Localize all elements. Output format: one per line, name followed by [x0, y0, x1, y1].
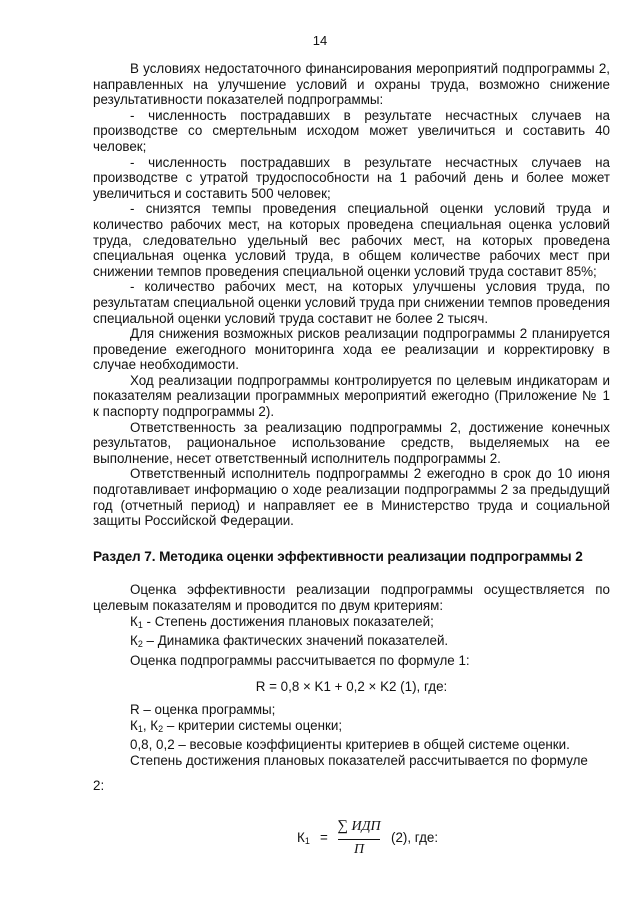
k-def-part-a: К: [130, 717, 138, 733]
k-def-sub2: 2: [158, 723, 164, 734]
formula2-lhs-subscript: 1: [304, 836, 310, 846]
formula2-tail: (2), где:: [391, 830, 439, 845]
k-def-sub1: 1: [137, 723, 143, 734]
paragraph: - количество рабочих мест, на которых улучшены условия труда, по результатам специальной оценки условий труда при снижении темпов проведения специальной оценки условий труда составит не более 2 тысяч.: [93, 279, 610, 326]
formula2-numerator-wrap: [334, 818, 384, 837]
document-body: [93, 61, 610, 794]
k-def-part-b: , К: [142, 717, 159, 733]
formula2-fraction: [334, 818, 384, 858]
paragraph: - численность пострадавших в результате несчастных случаев на производстве со смертельным исходом может увеличиться и составить 40 человек;: [93, 107, 610, 154]
criterion-k2: [93, 633, 610, 653]
fraction-bar: [338, 839, 380, 840]
paragraph: В условиях недостаточного финансирования мероприятий подпрограммы 2, направленных на улучшение условий и охраны труда, возможно снижение результативности показателей подпрограммы:: [93, 61, 610, 108]
formula-intro: Оценка подпрограммы рассчитывается по формуле 1:: [130, 652, 470, 668]
paragraph: Для снижения возможных рисков реализации подпрограммы 2 планируется проведение ежегодного мониторинга хода ее реализации и корректировку в случае необходимости.: [93, 326, 610, 373]
formula2-lhs-symbol: К: [297, 830, 305, 845]
degree-intro: Степень достижения плановых показателей рассчитывается по формуле: [130, 752, 588, 768]
k2-subscript: 2: [137, 639, 143, 650]
formula-1: R = 0,8 × K1 + 0,2 × K2 (1), где:: [255, 679, 448, 695]
paragraph: - численность пострадавших в результате несчастных случаев на производстве с утратой трудоспособности на 1 рабочий день и более может увеличиться и составить 500 человек;: [93, 154, 610, 201]
formula2-equals: =: [320, 830, 328, 845]
degree-formula-number: 2:: [93, 778, 105, 794]
k2-text: – Динамика фактических значений показателей.: [142, 633, 449, 649]
sum-sign: ∑: [337, 818, 349, 834]
method-intro: Оценка эффективности реализации подпрограммы осуществляется по целевым показателям и проводится по двум критериям:: [93, 582, 610, 613]
weights-definition: 0,8, 0,2 – весовые коэффициенты критериев в общей системе оценки.: [130, 737, 570, 753]
page-number: 14: [312, 33, 328, 48]
r-definition: R – оценка программы;: [130, 701, 276, 717]
paragraph: Ход реализации подпрограммы контролируется по целевым индикаторам и показателям реализации программных мероприятий ежегодно (Приложение № 1 к паспорту подпрограммы 2).: [93, 372, 610, 420]
k1-text: - Степень достижения плановых показателей;: [142, 613, 434, 629]
k-definition: [93, 718, 610, 738]
k1-subscript: 1: [137, 619, 143, 630]
formula2-denominator: П: [353, 842, 365, 857]
criterion-k1: [93, 614, 610, 634]
formula2-lhs: [297, 830, 310, 846]
formula2-numerator: ИДП: [351, 819, 381, 834]
paragraph: Ответственность за реализацию подпрограммы 2, достижение конечных результатов, рациональное использование средств, выделяемых на ее выполнение, несет ответственный исполнитель подпрограммы 2.: [93, 419, 610, 466]
section-heading: Раздел 7. Методика оценки эффективности реализации подпрограммы 2: [93, 548, 583, 564]
paragraph: Ответственный исполнитель подпрограммы 2 ежегодно в срок до 10 июня подготавливает информацию о ходе реализации подпрограммы 2 за предыдущий год (отчетный период) и направляет ее в Министерство труда и социальной защиты Российской Федерации.: [93, 466, 610, 529]
paragraph: - снизятся темпы проведения специальной оценки условий труда и количество рабочих мест, на которых проведена специальная оценка условий труда, следовательно удельный вес рабочих мест, на которых проведена специальная оценка условий труда, в общем количестве рабочих мест при снижении темпов проведения специальной оценки условий труда составит 85%;: [93, 201, 610, 279]
k-def-part-c: – критерии системы оценки;: [163, 717, 343, 733]
k1-symbol: К: [130, 613, 138, 629]
k2-symbol: К: [130, 633, 138, 649]
